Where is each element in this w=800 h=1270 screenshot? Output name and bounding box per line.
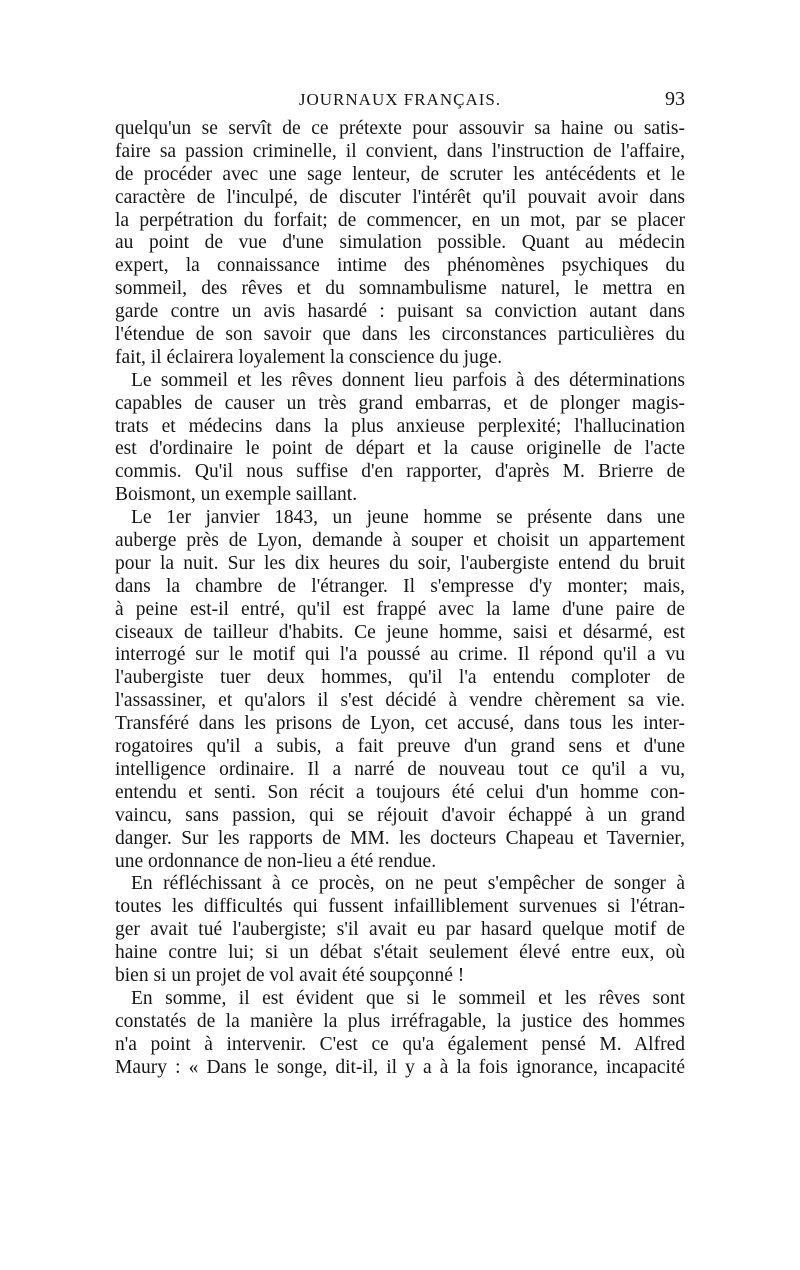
page-number: 93 (665, 88, 685, 110)
text-line: faire sa passion criminelle, il convient, dans l'instruction de l'affaire, (115, 140, 685, 162)
text-line: constatés de la manière la plus irréfragable, la justice des hommes (115, 1010, 685, 1032)
text-line: l'aubergiste tuer deux hommes, qu'il l'a entendu comploter de (115, 667, 685, 689)
text-line: toutes les difficultés qui fussent infailliblement survenues si l'étran- (115, 896, 685, 918)
body-text (115, 118, 685, 1079)
text-line: danger. Sur les rapports de MM. les docteurs Chapeau et Tavernier, (115, 827, 685, 849)
text-line: pour la nuit. Sur les dix heures du soir, l'aubergiste entend du bruit (115, 552, 685, 574)
text-line: garde contre un avis hasardé : puisant sa conviction autant dans (115, 301, 685, 323)
text-line: de procéder avec une sage lenteur, de scruter les antécédents et le (115, 163, 685, 185)
text-line: En somme, il est évident que si le sommeil et les rêves sont (131, 987, 685, 1009)
text-line: interrogé sur le motif qui l'a poussé au crime. Il répond qu'il a vu (115, 644, 685, 666)
text-line: une ordonnance de non-lieu a été rendue. (115, 850, 437, 872)
text-line: Boismont, un exemple saillant. (115, 484, 358, 506)
text-line: vaincu, sans passion, qui se réjouit d'avoir échappé à un grand (115, 804, 685, 826)
text-line: bien si un projet de vol avait été soupçonné ! (115, 964, 465, 986)
text-line: intelligence ordinaire. Il a narré de nouveau tout ce qu'il a vu, (115, 758, 685, 780)
running-header (115, 88, 685, 118)
text-line: dans la chambre de l'étranger. Il s'empresse d'y monter; mais, (115, 575, 685, 597)
text-line: auberge près de Lyon, demande à souper et choisit un appartement (115, 530, 685, 552)
text-line: haine contre lui; si un débat s'était seulement élevé entre eux, où (115, 942, 685, 964)
text-line: à peine est-il entré, qu'il est frappé avec la lame d'une paire de (115, 598, 685, 620)
text-line: Le 1er janvier 1843, un jeune homme se présente dans une (131, 507, 685, 529)
text-line: Transféré dans les prisons de Lyon, cet accusé, dans tous les inter- (115, 713, 685, 735)
text-line: n'a point à intervenir. C'est ce qu'a également pensé M. Alfred (115, 1033, 685, 1055)
text-line: fait, il éclairera loyalement la conscience du juge. (115, 346, 503, 368)
text-line: rogatoires qu'il a subis, a fait preuve d'un grand sens et d'une (115, 736, 685, 758)
text-line: En réfléchissant à ce procès, on ne peut s'empêcher de songer à (131, 873, 685, 895)
text-line: Maury : « Dans le songe, dit-il, il y a à la fois ignorance, incapacité (115, 1056, 685, 1078)
text-line: capables de causer un très grand embarras, et de plonger magis- (115, 392, 685, 414)
text-line: est d'ordinaire le point de départ et la cause originelle de l'acte (115, 438, 685, 460)
text-line: ger avait tué l'aubergiste; s'il avait eu par hasard quelque motif de (115, 919, 685, 941)
text-line: ciseaux de tailleur d'habits. Ce jeune homme, saisi et désarmé, est (115, 621, 685, 643)
text-line: entendu et senti. Son récit a toujours été celui d'un homme con- (115, 781, 685, 803)
running-title: JOURNAUX FRANÇAIS. (298, 90, 502, 109)
text-line: sommeil, des rêves et du somnambulisme naturel, le mettra en (115, 278, 685, 300)
text-line: commis. Qu'il nous suffise d'en rapporter, d'après M. Brierre de (115, 461, 685, 483)
text-line: quelqu'un se servît de ce prétexte pour assouvir sa haine ou satis- (115, 118, 685, 139)
text-line: l'étendue de son savoir que dans les circonstances particulières du (115, 324, 685, 346)
text-line: trats et médecins dans la plus anxieuse perplexité; l'hallucination (115, 415, 685, 437)
text-line: la perpétration du forfait; de commencer, en un mot, par se placer (115, 209, 685, 231)
text-line: expert, la connaissance intime des phénomènes psychiques du (115, 255, 685, 277)
text-line: l'assassiner, et qu'alors il s'est décidé à vendre chèrement sa vie. (115, 690, 685, 712)
text-line: Le sommeil et les rêves donnent lieu parfois à des déterminations (131, 369, 685, 391)
text-line: au point de vue d'une simulation possible. Quant au médecin (115, 232, 685, 254)
text-line: caractère de l'inculpé, de discuter l'intérêt qu'il pouvait avoir dans (115, 186, 685, 208)
